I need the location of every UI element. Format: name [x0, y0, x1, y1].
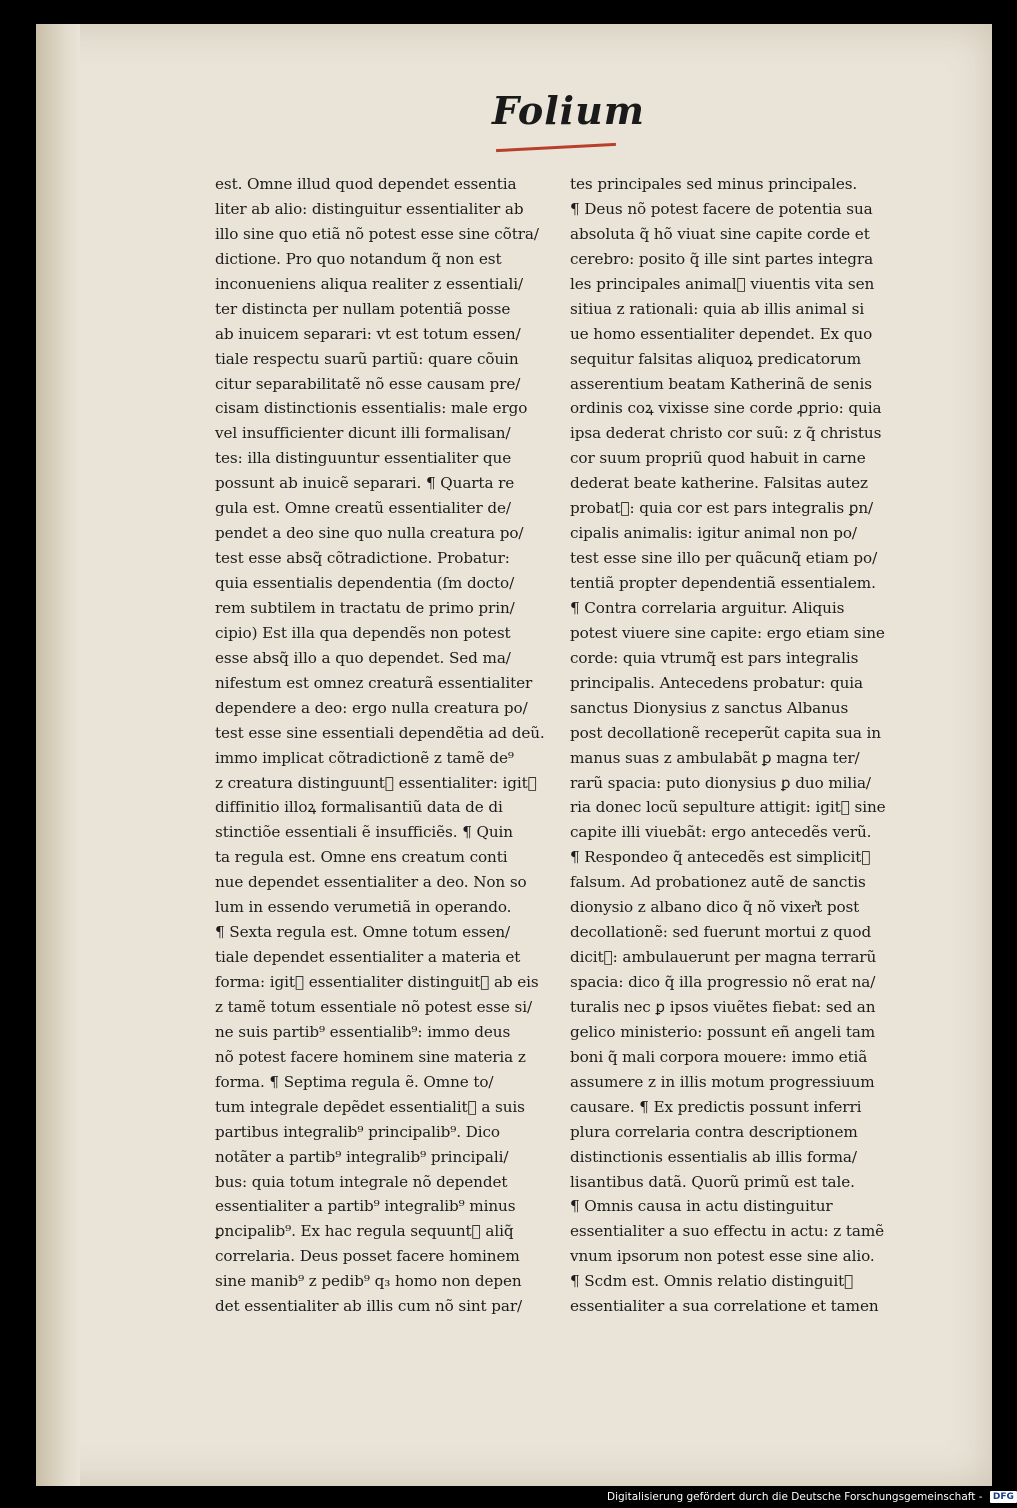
- text-line: ta regula est. Omne ens creatum conti: [215, 848, 508, 867]
- text-line: dicit᷑: ambulauerunt per magna terrarũ: [570, 948, 877, 967]
- text-line: vnum ipsorum non potest esse sine alio.: [570, 1247, 875, 1266]
- text-line: dependere a deo: ergo nulla creatura po/: [215, 698, 528, 717]
- text-line: vel insufficienter dicunt illi formalisan/: [215, 424, 511, 443]
- text-line: essentialiter a partib⁹ integralib⁹ minus: [215, 1197, 516, 1216]
- text-line: z creatura distinguunt᷑ essentialiter: igit᷑: [215, 773, 537, 792]
- text-line: ¶ Contra correlaria arguitur. Aliquis: [570, 598, 845, 617]
- text-line: rem subtilem in tractatu de primo prin/: [215, 598, 515, 617]
- text-line: quia essentialis dependentia (ſm docto/: [215, 574, 515, 592]
- text-line: bus: quia totum integrale nõ dependet: [215, 1172, 508, 1191]
- text-line: corde: quia vtrumq̃ est pars integralis: [570, 648, 859, 667]
- page-heading: [492, 88, 662, 158]
- text-line: z tamẽ totum essentiale nõ potest esse si/: [215, 997, 532, 1016]
- left-text-column: [215, 172, 550, 1319]
- text-line: test esse absq̃ cõtradictione. Probatur:: [215, 549, 510, 568]
- text-line: nue dependet essentialiter a deo. Non so: [215, 873, 527, 892]
- footer-text: Digitalisierung gefördert durch die Deutsche Forschungsgemeinschaft -: [607, 1491, 983, 1503]
- text-line: cipio) Est illa qua dependẽs non potest: [215, 623, 511, 642]
- text-line: liter ab alio: distinguitur essentialiter ab: [215, 199, 524, 218]
- text-line: tum integrale depẽdet essentialit᷑ a suis: [215, 1097, 525, 1116]
- text-line: falsum. Ad probationez autẽ de sanctis: [570, 873, 866, 892]
- text-line: det essentialiter ab illis cum nõ sint par/: [215, 1297, 523, 1316]
- text-line: tentiã propter dependentiã essentialem.: [570, 574, 876, 592]
- text-line: esse absq̃ illo a quo dependet. Sed ma/: [215, 648, 511, 667]
- text-line: plura correlaria contra descriptionem: [570, 1122, 858, 1141]
- text-line: gelico ministerio: possunt eñ angeli tam: [570, 1022, 876, 1041]
- text-line: les principales animal᷑ viuentis vita sen: [570, 274, 875, 293]
- text-line: nifestum est omnez creaturã essentialiter: [215, 673, 533, 692]
- text-line: test esse sine illo per quãcunq̃ etiam po/: [570, 549, 878, 568]
- text-line: spacia: dico q̃ illa progressio nõ erat na/: [570, 973, 876, 991]
- text-line: ipsa dederat christo cor suũ: z q̃ christus: [570, 424, 882, 443]
- text-line: turalis nec ꝑ ipsos viuẽtes fiebat: sed an: [570, 997, 876, 1016]
- text-line: ria donec locũ sepulture attigit: igit᷑ sine: [570, 798, 886, 817]
- text-line: inconueniens aliqua realiter z essentiali/: [215, 274, 524, 293]
- text-line: citur separabilitatẽ nõ esse causam pre/: [215, 374, 521, 393]
- text-line: manus suas z ambulabãt ꝑ magna ter/: [570, 748, 860, 767]
- text-line: ue homo essentialiter dependet. Ex quo: [570, 324, 873, 343]
- text-line: cipalis animalis: igitur animal non po/: [570, 524, 857, 543]
- text-line: possunt ab inuicẽ separari. ¶ Quarta re: [215, 474, 515, 493]
- text-line: illo sine quo etiã nõ potest esse sine cõtra/: [215, 224, 539, 243]
- text-line: ne suis partib⁹ essentialib⁹: immo deus: [215, 1022, 511, 1041]
- text-line: probat᷑: quia cor est pars integralis ꝑn/: [570, 499, 874, 518]
- text-line: test esse sine essentiali dependẽtia ad deũ.: [215, 723, 545, 742]
- text-line: forma. ¶ Septima regula ẽ. Omne to/: [215, 1072, 494, 1091]
- text-line: ¶ Omnis causa in actu distinguitur: [570, 1197, 833, 1216]
- text-line: ¶ Sexta regula est. Omne totum essen/: [215, 923, 511, 942]
- text-line: principalis. Antecedens probatur: quia: [570, 673, 863, 692]
- text-line: decollationẽ: sed fuerunt mortui z quod: [570, 923, 872, 942]
- text-line: tiale respectu suarũ partiũ: quare cõuin: [215, 349, 519, 368]
- text-line: sanctus Dionysius z sanctus Albanus: [570, 698, 849, 717]
- heading-text: Folium: [492, 88, 645, 133]
- text-line: lisantibus datã. Quorũ primũ est tale.: [570, 1172, 855, 1191]
- rubric-stroke: [496, 143, 616, 152]
- text-line: dederat beate katherine. Falsitas autez: [570, 474, 868, 493]
- text-line: ꝑncipalib⁹. Ex hac regula sequunt᷑ aliq̃: [215, 1222, 514, 1241]
- text-line: capite illi viuebãt: ergo antecedẽs verũ.: [570, 823, 872, 842]
- text-line: partibus integralib⁹ principalib⁹. Dico: [215, 1122, 500, 1141]
- text-line: est. Omne illud quod dependet essentia: [215, 175, 517, 193]
- text-line: cor suum propriũ quod habuit in carne: [570, 449, 866, 468]
- text-line: post decollationẽ receperũt capita sua in: [570, 723, 881, 742]
- text-line: cisam distinctionis essentialis: male ergo: [215, 399, 528, 418]
- text-line: diffinitio illoꝝ formalisantiũ data de di: [215, 798, 503, 817]
- text-line: tes principales sed minus principales.: [570, 175, 858, 193]
- funding-footer: [607, 1488, 1014, 1506]
- text-line: assumere z in illis motum progressiuum: [570, 1072, 875, 1091]
- text-line: causare. ¶ Ex predictis possunt inferri: [570, 1097, 862, 1116]
- page-edge: [36, 24, 80, 1486]
- text-line: ¶ Scdm est. Omnis relatio distinguit᷑: [570, 1272, 854, 1291]
- text-line: essentialiter a suo effectu in actu: z tamẽ: [570, 1222, 885, 1241]
- text-line: potest viuere sine capite: ergo etiam sine: [570, 623, 885, 642]
- text-line: dictione. Pro quo notandum q̃ non est: [215, 249, 502, 268]
- text-line: nõ potest facere hominem sine materia z: [215, 1047, 526, 1066]
- text-line: correlaria. Deus posset facere hominem: [215, 1247, 520, 1266]
- text-line: ¶ Deus nõ potest facere de potentia sua: [570, 199, 873, 218]
- text-line: boni q̃ mali corpora mouere: immo etiã: [570, 1047, 868, 1066]
- text-line: stinctiõe essentiali ẽ insufficiẽs. ¶ Quin: [215, 823, 513, 842]
- text-line: immo implicat cõtradictionẽ z tamẽ de⁹: [215, 748, 514, 767]
- text-line: ter distincta per nullam potentiã posse: [215, 299, 511, 318]
- text-line: tes: illa distinguuntur essentialiter que: [215, 449, 512, 468]
- text-line: gula est. Omne creatũ essentialiter de/: [215, 499, 511, 518]
- text-line: ordinis coꝝ vixisse sine corde ꝓprio: quia: [570, 399, 882, 418]
- text-line: dionysio z albano dico q̃ nõ vixer͛t post: [570, 898, 860, 917]
- text-line: rarũ spacia: puto dionysius ꝑ duo milia/: [570, 773, 871, 792]
- text-line: lum in essendo verumetiã in operando.: [215, 898, 512, 917]
- text-line: ab inuicem separari: vt est totum essen/: [215, 324, 521, 343]
- text-line: forma: igit᷑ essentialiter distinguit᷑ ab eis: [215, 973, 539, 991]
- text-line: sine manib⁹ z pedib⁹ q₃ homo non depen: [215, 1272, 522, 1291]
- text-line: sitiua z rationali: quia ab illis animal si: [570, 299, 865, 318]
- text-line: tiale dependet essentialiter a materia et: [215, 948, 521, 967]
- text-line: cerebro: posito q̃ ille sint partes integra: [570, 249, 874, 268]
- text-line: ¶ Respondeo q̃ antecedẽs est simplicit᷑: [570, 848, 871, 867]
- text-line: essentialiter a sua correlatione et tamen: [570, 1297, 879, 1316]
- text-line: sequitur falsitas aliquoꝝ predicatorum: [570, 349, 862, 368]
- text-line: distinctionis essentialis ab illis forma/: [570, 1147, 857, 1166]
- text-line: pendet a deo sine quo nulla creatura po/: [215, 524, 524, 543]
- text-line: asserentium beatam Katherinã de senis: [570, 374, 872, 393]
- dfg-logo: DFG: [990, 1491, 1017, 1503]
- right-text-column: [570, 172, 905, 1319]
- text-line: absoluta q̃ hõ viuat sine capite corde et: [570, 224, 870, 243]
- text-line: notãter a partib⁹ integralib⁹ principali/: [215, 1147, 509, 1166]
